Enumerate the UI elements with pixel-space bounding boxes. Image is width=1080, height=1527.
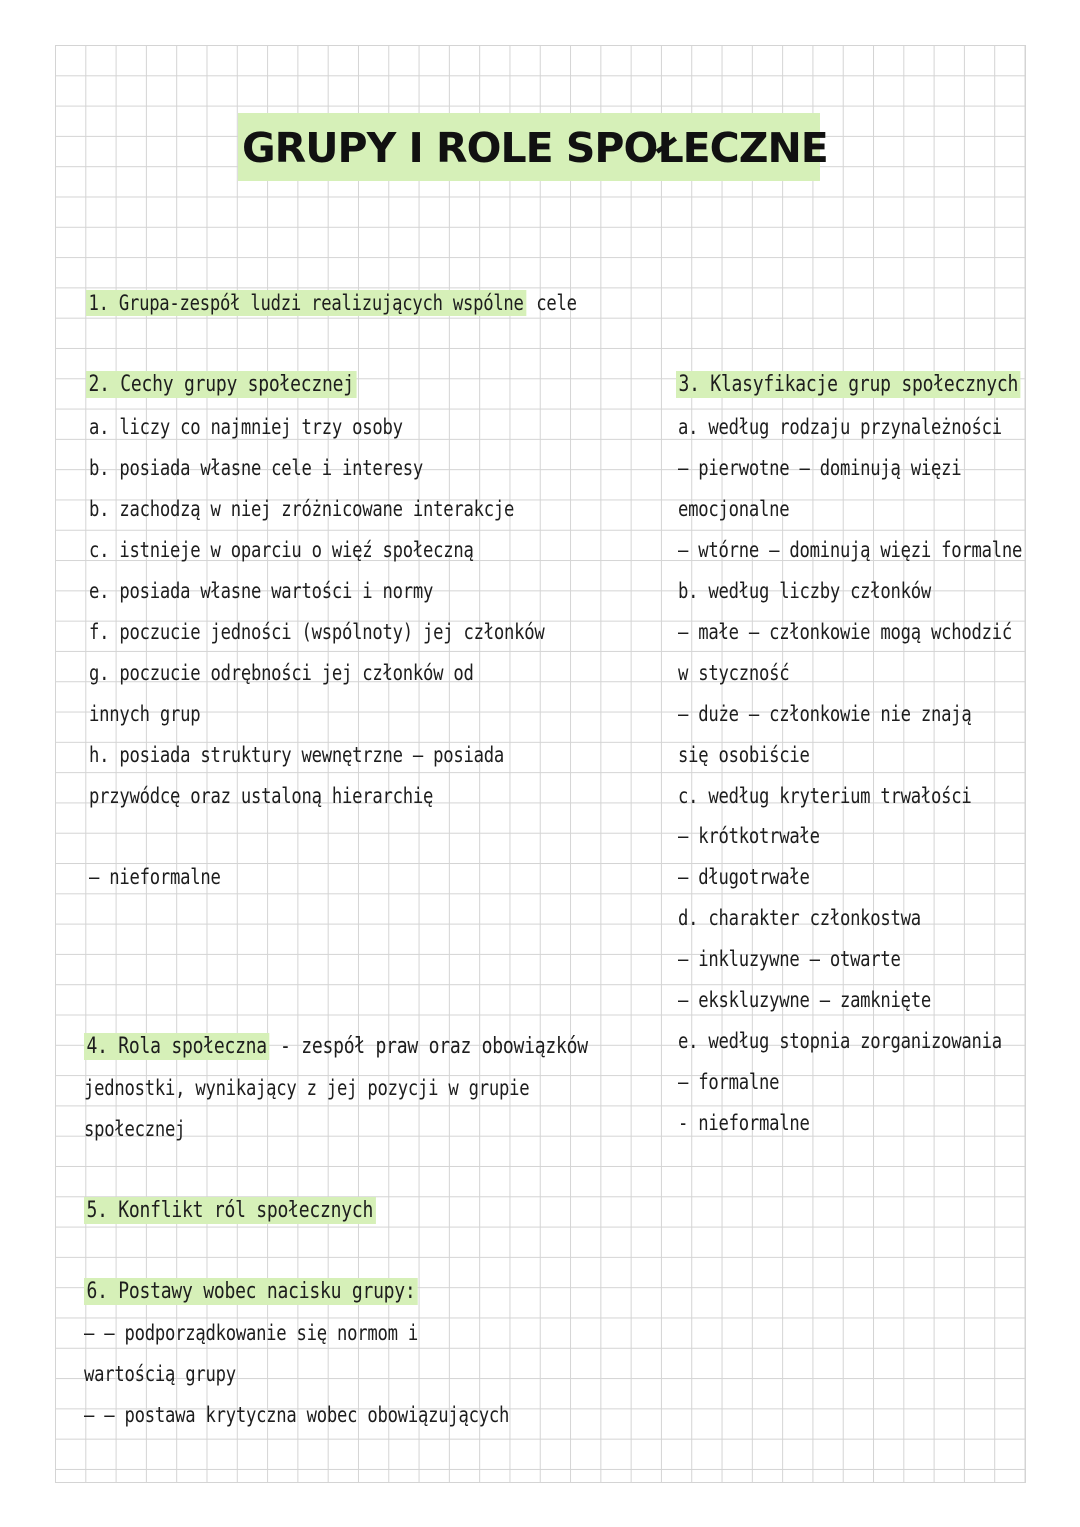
section-3-line: – inkluzywne – otwarte [678, 947, 901, 971]
section-4-definition [84, 1032, 588, 1062]
section-2-line: h. posiada struktury wewnętrzne – posiada [89, 743, 504, 767]
section-2-extra: – nieformalne [89, 865, 221, 889]
section-5-heading [84, 1196, 376, 1226]
section-6-line: wartością grupy [84, 1362, 236, 1386]
section-3-line: – ekskluzywne – zamknięte [678, 988, 932, 1012]
section-3-line: – duże – członkowie nie znają [678, 702, 972, 726]
section-2-line: f. poczucie jedności (wspólnoty) jej członków [89, 620, 545, 644]
section-3-line: w styczność [678, 661, 790, 685]
section-3-line: – pierwotne – dominują więzi [678, 456, 962, 480]
section-6-line: – – postawa krytyczna wobec obowiązujących [84, 1403, 510, 1427]
section-4-rest: - zespół praw oraz obowiązków [269, 1034, 588, 1059]
section-3-line: się osobiście [678, 743, 810, 767]
section-5-heading-text: 5. Konflikt ról społecznych [84, 1197, 376, 1224]
section-6-line: – – podporządkowanie się normom i [84, 1321, 419, 1345]
section-2-line: a. liczy co najmniej trzy osoby [89, 415, 403, 439]
section-2-line: e. posiada własne wartości i normy [89, 579, 434, 603]
section-3-line: – formalne [678, 1070, 780, 1094]
section-3-line: - nieformalne [678, 1111, 810, 1135]
section-2-heading [86, 370, 356, 400]
section-6-heading-text: 6. Postawy wobec nacisku grupy: [84, 1278, 418, 1305]
section-3-line: e. według stopnia zorganizowania [678, 1029, 1002, 1053]
section-3-line: – małe – członkowie mogą wchodzić [678, 620, 1013, 644]
section-4-highlight: 4. Rola społeczna [84, 1033, 269, 1060]
section-3-line: emocjonalne [678, 497, 790, 521]
section-2-line: innych grup [89, 702, 201, 726]
section-1-definition [86, 288, 577, 318]
section-3-line: b. według liczby członków [678, 579, 932, 603]
section-2-line: b. zachodzą w niej zróżnicowane interakcje [89, 497, 515, 521]
section-3-line: – wtórne – dominują więzi formalne [678, 538, 1023, 562]
section-3-line: c. według kryterium trwałości [678, 784, 972, 808]
section-3-heading-text: 3. Klasyfikacje grup społecznych [676, 371, 1021, 398]
section-2-line: c. istnieje w oparciu o więź społeczną [89, 538, 474, 562]
section-3-heading [676, 370, 1021, 400]
section-2-line: przywódcę oraz ustaloną hierarchię [89, 784, 434, 808]
section-3-line: d. charakter członkostwa [678, 906, 921, 930]
section-2-line: b. posiada własne cele i interesy [89, 456, 424, 480]
section-2-heading-text: 2. Cechy grupy społecznej [86, 371, 356, 398]
page-title: GRUPY I ROLE SPOŁECZNE [238, 113, 820, 181]
section-4-line: społecznej [84, 1117, 186, 1141]
section-2-line: g. poczucie odrębności jej członków od [89, 661, 474, 685]
section-3-line: – krótkotrwałe [678, 824, 820, 848]
section-4-line: jednostki, wynikający z jej pozycji w grupie [84, 1076, 530, 1100]
section-1-rest: cele [526, 291, 577, 315]
section-1-highlight: 1. Grupa-zespół ludzi realizujących wspólne [86, 290, 526, 316]
section-3-line: – długotrwałe [678, 865, 810, 889]
section-6-heading [84, 1277, 418, 1307]
section-3-line: a. według rodzaju przynależności [678, 415, 1002, 439]
